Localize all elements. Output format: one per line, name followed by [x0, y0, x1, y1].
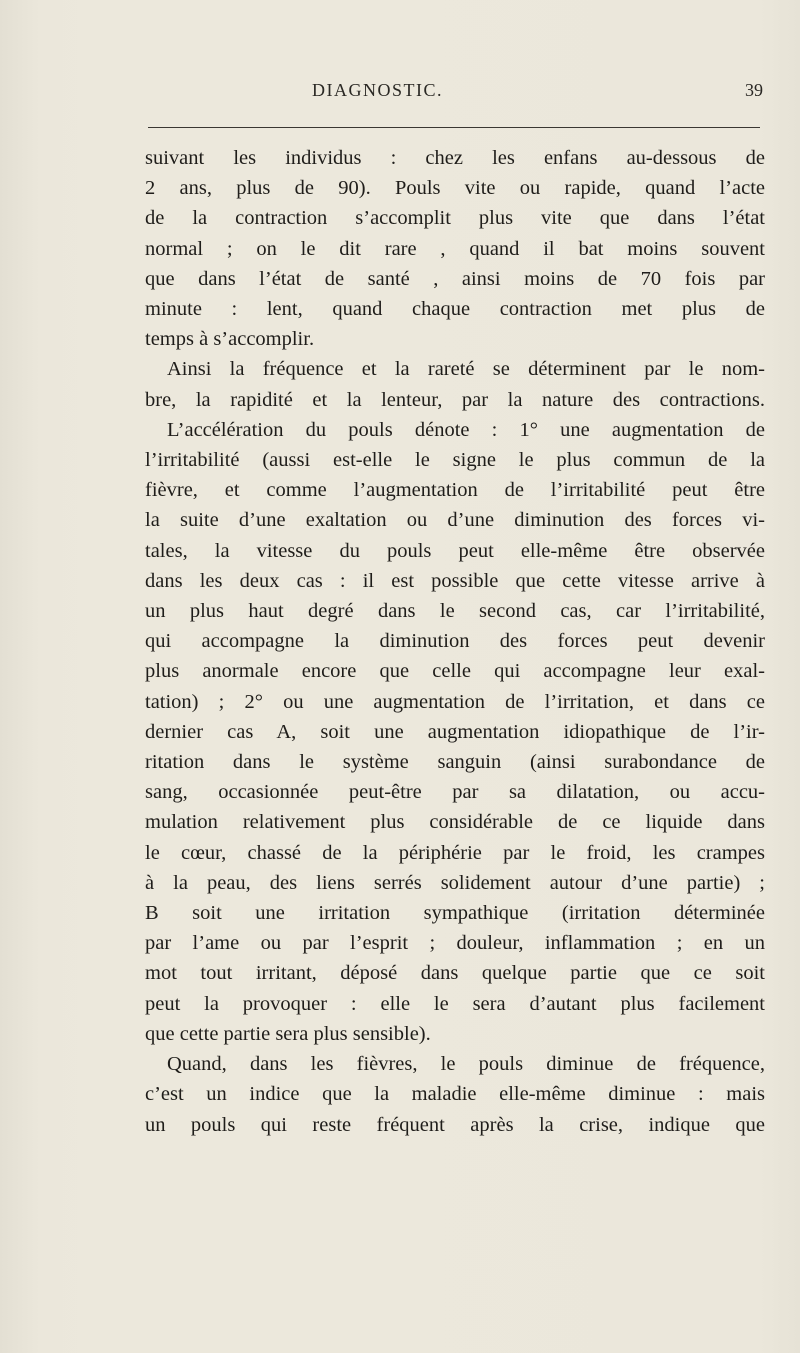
- text-line: suivant les individus : chez les enfans au-dessous de: [145, 147, 765, 169]
- page-number: 39: [745, 80, 763, 100]
- text-line: fièvre, et comme l’augmentation de l’irritabilité peut être: [145, 479, 765, 502]
- text-line: B soit une irritation sympathique (irritation déterminée: [145, 902, 765, 925]
- text-line: que dans l’état de santé , ainsi moins de 70 fois par: [145, 267, 765, 290]
- text-line: Ainsi la fréquence et la rareté se déterminent par le nom-: [167, 358, 765, 381]
- text-line: c’est un indice que la maladie elle-même diminue : mais: [145, 1083, 765, 1106]
- text-line: L’accélération du pouls dénote : 1° une augmentation de: [167, 418, 765, 441]
- text-line: par l’ame ou par l’esprit ; douleur, inflammation ; en un: [145, 932, 765, 955]
- text-line: mulation relativement plus considérable de ce liquide dans: [145, 811, 765, 834]
- text-line: Quand, dans les fièvres, le pouls diminue de fréquence,: [167, 1053, 765, 1076]
- text-line: le cœur, chassé de la périphérie par le froid, les crampes: [145, 841, 765, 864]
- body-text: [145, 143, 765, 1140]
- page-header: [145, 80, 763, 108]
- text-line: minute : lent, quand chaque contraction met plus de: [145, 298, 765, 321]
- text-line: bre, la rapidité et la lenteur, par la nature des contractions.: [145, 388, 765, 411]
- text-line: sang, occasionnée peut-être par sa dilatation, ou accu-: [145, 781, 765, 804]
- text-line: temps à s’accomplir.: [145, 328, 315, 351]
- text-line: dernier cas A, soit une augmentation idiopathique de l’ir-: [145, 720, 765, 743]
- text-line: peut la provoquer : elle le sera d’autant plus facilement: [145, 992, 765, 1015]
- text-line: que cette partie sera plus sensible).: [145, 1022, 431, 1045]
- text-line: mot tout irritant, déposé dans quelque partie que ce soit: [145, 962, 765, 985]
- header-rule: [148, 127, 760, 128]
- text-line: normal ; on le dit rare , quand il bat moins souvent: [145, 237, 765, 260]
- text-line: 2 ans, plus de 90). Pouls vite ou rapide, quand l’acte: [145, 177, 765, 200]
- text-line: à la peau, des liens serrés solidement autour d’une partie) ;: [145, 871, 765, 894]
- text-line: ritation dans le système sanguin (ainsi surabondance de: [145, 751, 765, 774]
- text-line: la suite d’une exaltation ou d’une diminution des forces vi-: [145, 509, 765, 532]
- text-line: plus anormale encore que celle qui accompagne leur exal-: [145, 660, 765, 683]
- text-line: l’irritabilité (aussi est-elle le signe le plus commun de la: [145, 449, 765, 472]
- text-line: qui accompagne la diminution des forces peut devenir: [145, 630, 765, 653]
- text-line: un pouls qui reste fréquent après la crise, indique que: [145, 1113, 765, 1136]
- text-line: de la contraction s’accomplit plus vite que dans l’état: [145, 207, 765, 230]
- text-line: tation) ; 2° ou une augmentation de l’irritation, et dans ce: [145, 690, 765, 713]
- text-line: un plus haut degré dans le second cas, car l’irritabilité,: [145, 600, 765, 623]
- text-line: tales, la vitesse du pouls peut elle-même être observée: [145, 539, 765, 562]
- text-line: dans les deux cas : il est possible que cette vitesse arrive à: [145, 569, 765, 592]
- running-title: DIAGNOSTIC.: [312, 80, 443, 100]
